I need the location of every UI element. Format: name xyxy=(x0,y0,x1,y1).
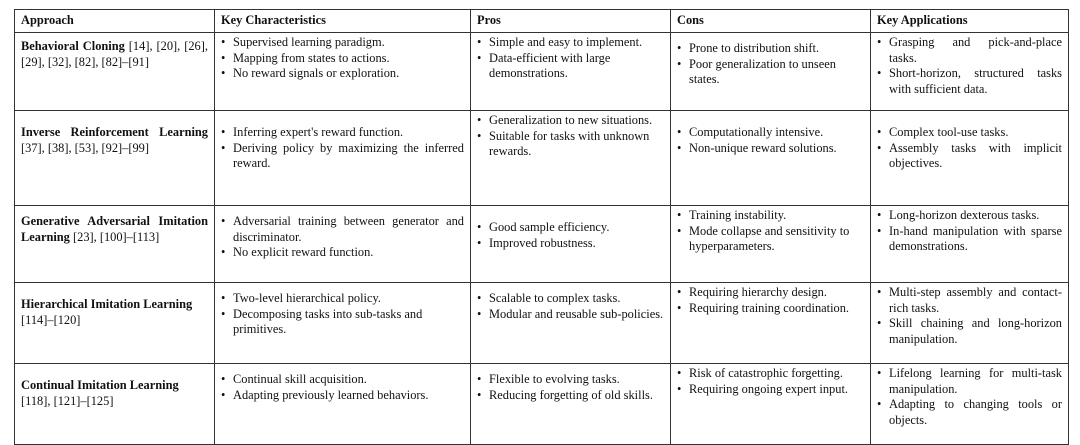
list-item: • Suitable for tasks with unknown rewards. xyxy=(477,129,664,160)
list-item: • Mapping from states to actions. xyxy=(221,51,464,67)
list-item: • Computationally intensive. xyxy=(677,125,864,141)
list-item: • Requiring ongoing expert input. xyxy=(677,382,864,398)
list-item: • Complex tool-use tasks. xyxy=(877,125,1062,141)
list-item: • Inferring expert's reward function. xyxy=(221,125,464,141)
applications-cell xyxy=(871,206,1069,283)
approach-refs: [14], [20], [26], [29], [32], [82], [82]–[91] xyxy=(21,39,208,69)
approach-cell xyxy=(15,364,215,445)
list-item: • Flexible to evolving tasks. xyxy=(477,372,664,388)
pros-cell xyxy=(471,111,671,206)
list-item: • Requiring training coordination. xyxy=(677,301,864,317)
list-item: • Continual skill acquisition. xyxy=(221,372,464,388)
cons-cell xyxy=(671,283,871,364)
pros-cell xyxy=(471,206,671,283)
list-item: • Two-level hierarchical policy. xyxy=(221,291,464,307)
header-pros: Pros xyxy=(471,10,671,33)
list-item: • Risk of catastrophic forgetting. xyxy=(677,366,864,382)
list-item: • Data-efficient with large demonstrations. xyxy=(477,51,664,82)
list-item: • Prone to distribution shift. xyxy=(677,41,864,57)
imitation-learning-comparison-table xyxy=(14,9,1069,445)
list-item: • Adapting to changing tools or objects. xyxy=(877,397,1062,428)
list-item: • Mode collapse and sensitivity to hyperparameters. xyxy=(677,224,864,255)
approach-name: Behavioral Cloning xyxy=(21,39,125,53)
list-item: • Deriving policy by maximizing the inferred reward. xyxy=(221,141,464,172)
list-item: • Generalization to new situations. xyxy=(477,113,664,129)
table-row xyxy=(15,283,1069,364)
characteristics-cell xyxy=(215,111,471,206)
list-item: • No explicit reward function. xyxy=(221,245,464,261)
pros-cell xyxy=(471,283,671,364)
list-item: • Adapting previously learned behaviors. xyxy=(221,388,464,404)
approach-cell xyxy=(15,283,215,364)
approach-refs: [118], [121]–[125] xyxy=(21,393,114,408)
list-item: • Assembly tasks with implicit objectives. xyxy=(877,141,1062,172)
list-item: • Supervised learning paradigm. xyxy=(221,35,464,51)
cons-cell xyxy=(671,111,871,206)
pros-cell xyxy=(471,33,671,111)
table-row xyxy=(15,364,1069,445)
table-row xyxy=(15,33,1069,111)
approach-name: Continual Imitation Learning xyxy=(21,378,179,392)
table-row xyxy=(15,206,1069,283)
approach-refs: [23], [100]–[113] xyxy=(73,229,160,244)
list-item: • No reward signals or exploration. xyxy=(221,66,464,82)
list-item: • Requiring hierarchy design. xyxy=(677,285,864,301)
pros-cell xyxy=(471,364,671,445)
cons-cell xyxy=(671,206,871,283)
list-item: • Long-horizon dexterous tasks. xyxy=(877,208,1062,224)
list-item: • Grasping and pick-and-place tasks. xyxy=(877,35,1062,66)
approach-refs: [114]–[120] xyxy=(21,312,81,327)
approach-name: Generative Adversarial Imitation Learning xyxy=(21,214,208,244)
approach-cell xyxy=(15,111,215,206)
list-item: • Short-horizon, structured tasks with sufficient data. xyxy=(877,66,1062,97)
list-item: • Decomposing tasks into sub-tasks and primitives. xyxy=(221,307,464,338)
characteristics-cell xyxy=(215,283,471,364)
list-item: • Improved robustness. xyxy=(477,236,664,252)
list-item: • Simple and easy to implement. xyxy=(477,35,664,51)
header-key-applications: Key Applications xyxy=(871,10,1069,33)
approach-cell xyxy=(15,33,215,111)
list-item: • Modular and reusable sub-policies. xyxy=(477,307,664,323)
list-item: • Non-unique reward solutions. xyxy=(677,141,864,157)
approach-name: Inverse Reinforcement Learning xyxy=(21,125,208,139)
table-row xyxy=(15,111,1069,206)
list-item: • In-hand manipulation with sparse demonstrations. xyxy=(877,224,1062,255)
applications-cell xyxy=(871,364,1069,445)
header-cons: Cons xyxy=(671,10,871,33)
characteristics-cell xyxy=(215,206,471,283)
header-key-characteristics: Key Characteristics xyxy=(215,10,471,33)
list-item: • Poor generalization to unseen states. xyxy=(677,57,864,88)
approach-cell xyxy=(15,206,215,283)
list-item: • Lifelong learning for multi-task manipulation. xyxy=(877,366,1062,397)
list-item: • Scalable to complex tasks. xyxy=(477,291,664,307)
approach-refs: [37], [38], [53], [92]–[99] xyxy=(21,140,149,155)
list-item: • Good sample efficiency. xyxy=(477,220,664,236)
list-item: • Adversarial training between generator and discriminator. xyxy=(221,214,464,245)
cons-cell xyxy=(671,33,871,111)
characteristics-cell xyxy=(215,364,471,445)
list-item: • Reducing forgetting of old skills. xyxy=(477,388,664,404)
header-approach: Approach xyxy=(15,10,215,33)
applications-cell xyxy=(871,283,1069,364)
list-item: • Skill chaining and long-horizon manipulation. xyxy=(877,316,1062,347)
header-row xyxy=(15,10,1069,33)
list-item: • Multi-step assembly and contact-rich tasks. xyxy=(877,285,1062,316)
cons-cell xyxy=(671,364,871,445)
applications-cell xyxy=(871,33,1069,111)
approach-name: Hierarchical Imitation Learning xyxy=(21,297,193,311)
list-item: • Training instability. xyxy=(677,208,864,224)
characteristics-cell xyxy=(215,33,471,111)
applications-cell xyxy=(871,111,1069,206)
